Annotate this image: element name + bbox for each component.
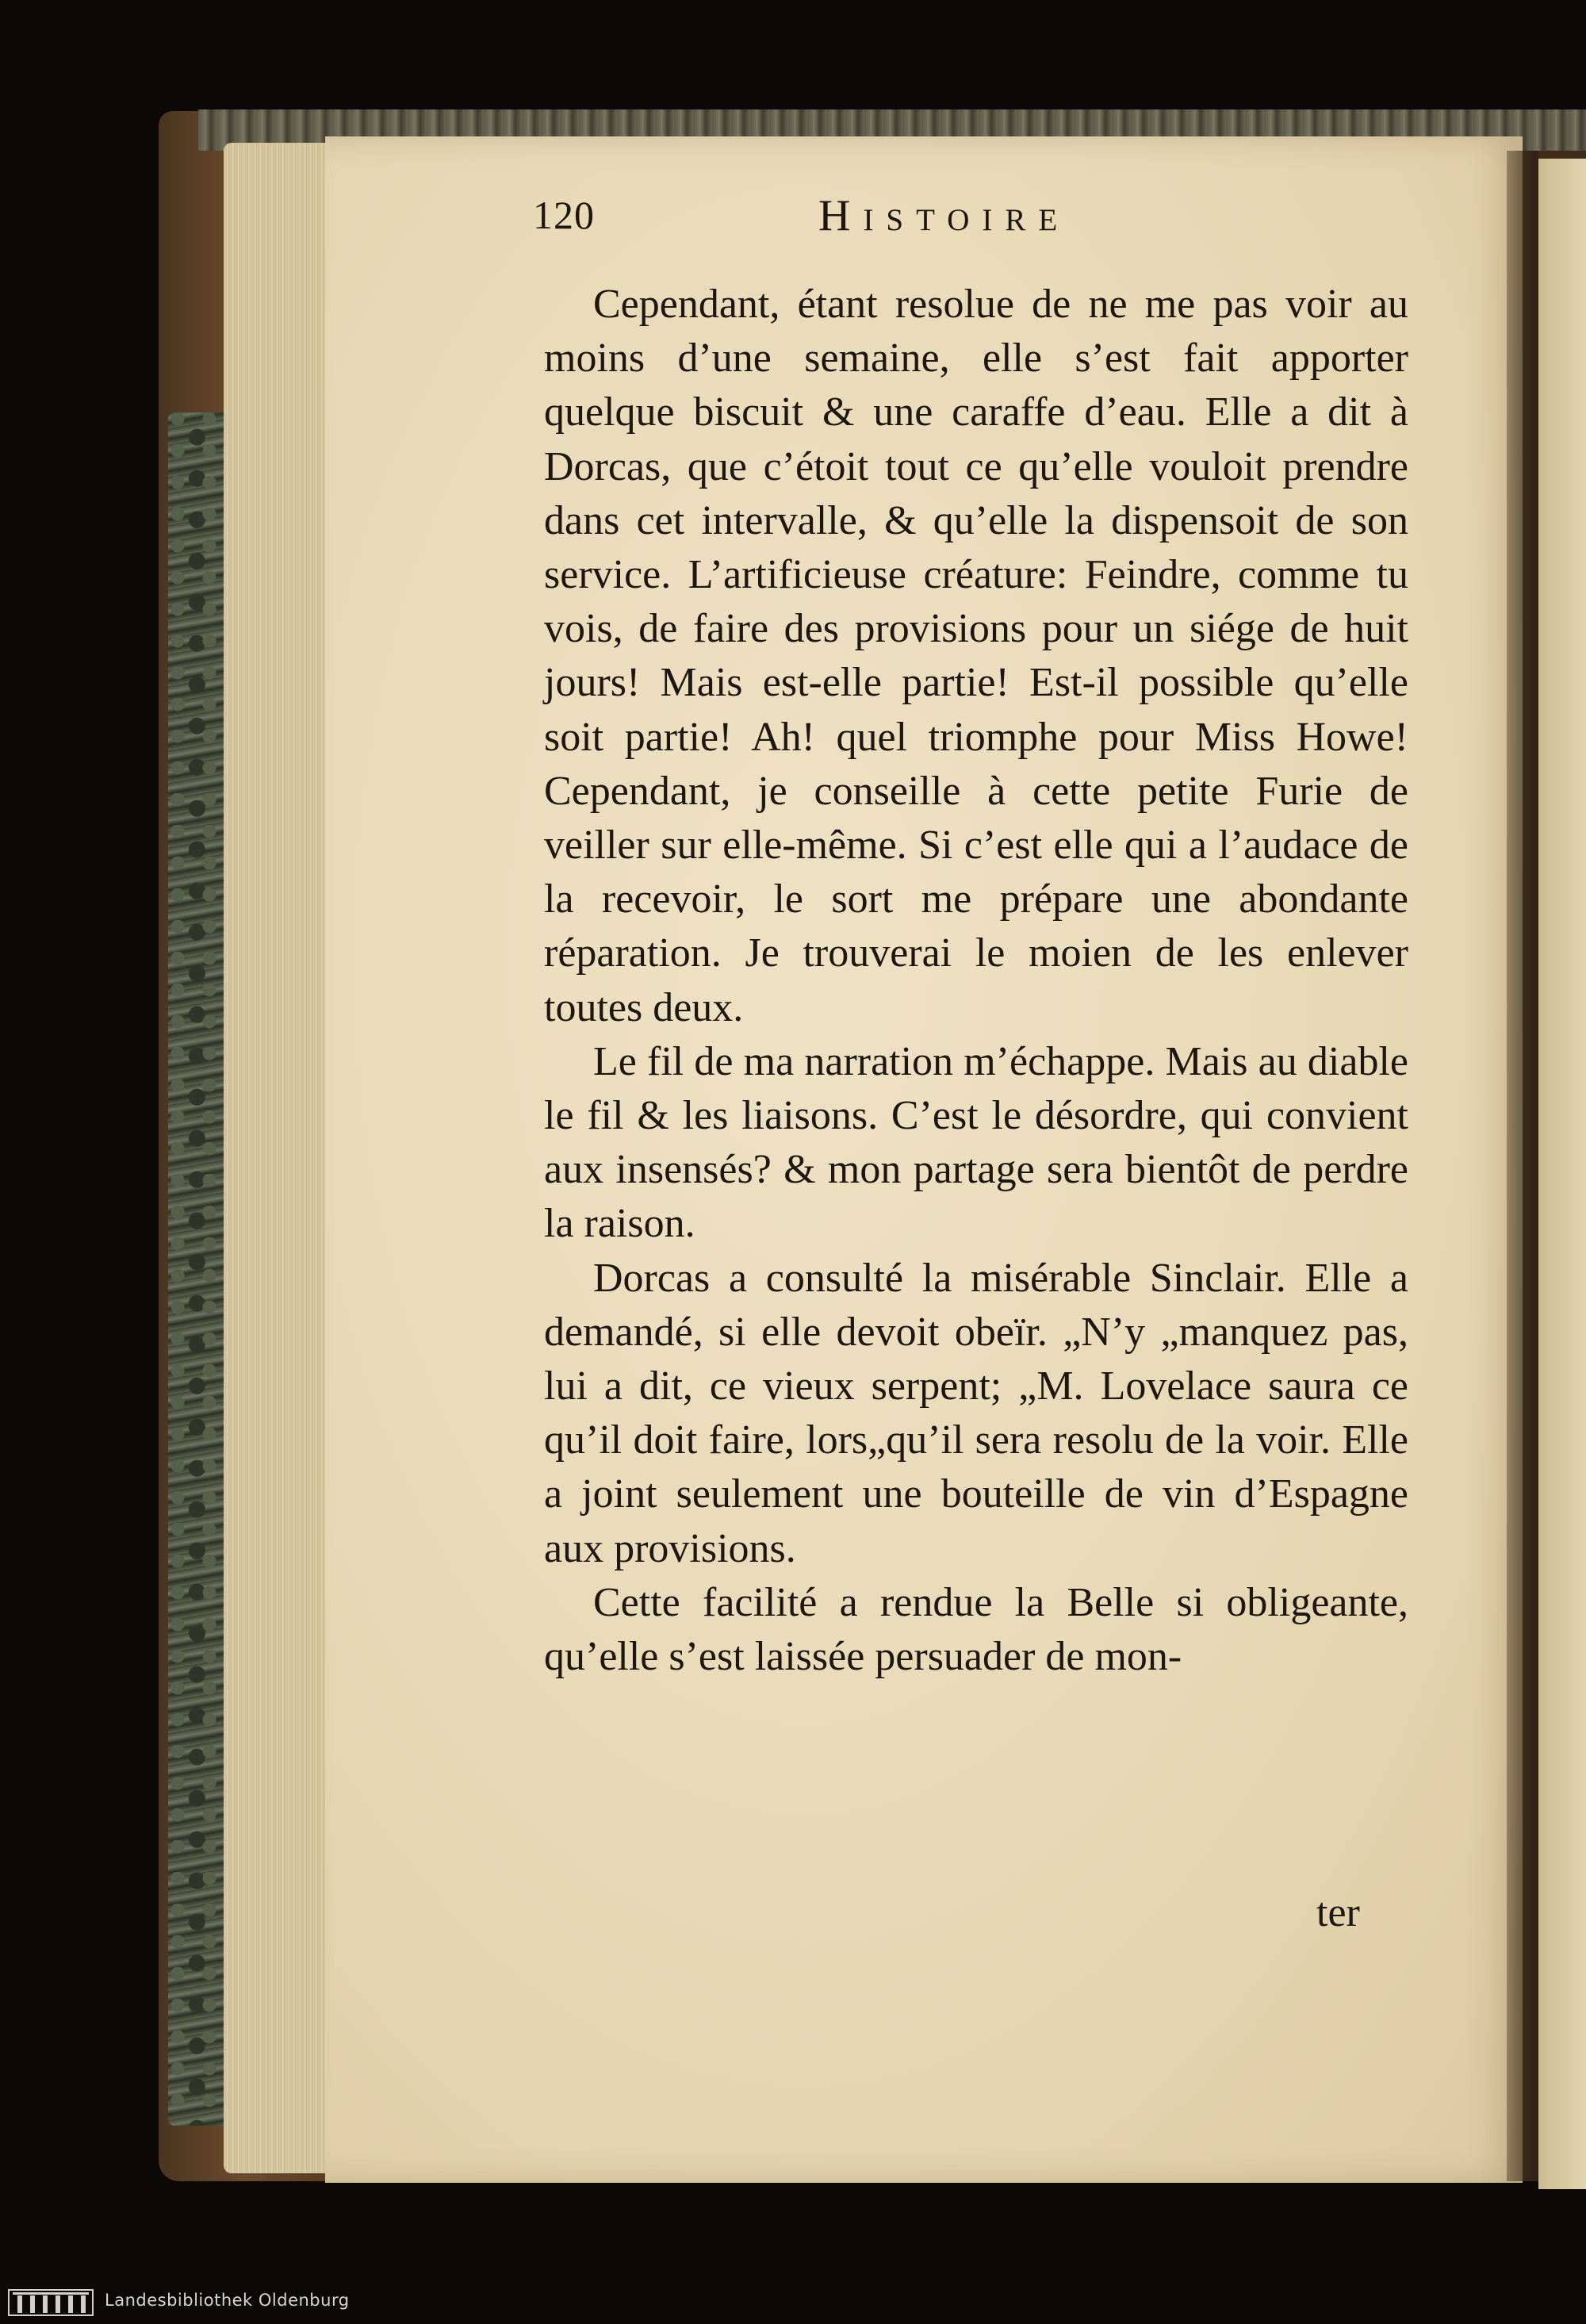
page-gutter <box>1507 151 1538 2181</box>
page-number: 120 <box>533 193 595 237</box>
paragraph: Cette facilité a rendue la Belle si obligeante, qu’elle s’est laissée persuader de mon- <box>544 1579 1408 1680</box>
catchword: ter <box>1316 1890 1360 1935</box>
facing-page-edge <box>1538 159 1586 2189</box>
page-header <box>533 192 1405 255</box>
running-title: Histoire <box>818 191 1071 240</box>
paragraph: Dorcas a consulté la misérable Sinclair. Elle a demandé, si elle devoit obeïr. „N’y „manquez pas, lui a dit, ce vieux serpent; „M. Lovelace saura ce qu’il doit faire, lors„qu’il sera resolu de la voir. Elle a joint seulement une bouteille de vin d’Espagne aux provisions. <box>544 1255 1408 1571</box>
library-name: Landesbibliothek Oldenburg <box>105 2291 350 2310</box>
library-logo-icon <box>8 2289 94 2316</box>
paragraph: Cependant, étant resolue de ne me pas voir au moins d’une semaine, elle s’est fait apporter quelque biscuit & une caraffe d’eau. Elle a dit à Dorcas, que c’étoit tout ce qu’elle vouloit prendre dans cet intervalle, & qu’elle la dispensoit de son service. L’artificieuse créature: Feindre, comme tu vois, de faire des provisions pour un siége de huit jours! Mais est-elle partie! Est-il possible qu’elle soit partie! Ah! quel triomphe pour Miss Howe! Cependant, je conseille à cette petite Furie de veiller sur elle-même. Si c’est elle qui a l’audace de la recevoir, le sort me prépare une abondante réparation. Je trouverai le moien de les enlever toutes deux. <box>544 282 1408 1030</box>
paragraph: Le fil de ma narration m’échappe. Mais au diable le fil & les liaisons. C’est le désordre, qui convient aux insensés? & mon partage sera bientôt de perdre la raison. <box>544 1038 1408 1247</box>
marbled-endpaper <box>168 412 232 2126</box>
page-body <box>544 278 1408 1684</box>
